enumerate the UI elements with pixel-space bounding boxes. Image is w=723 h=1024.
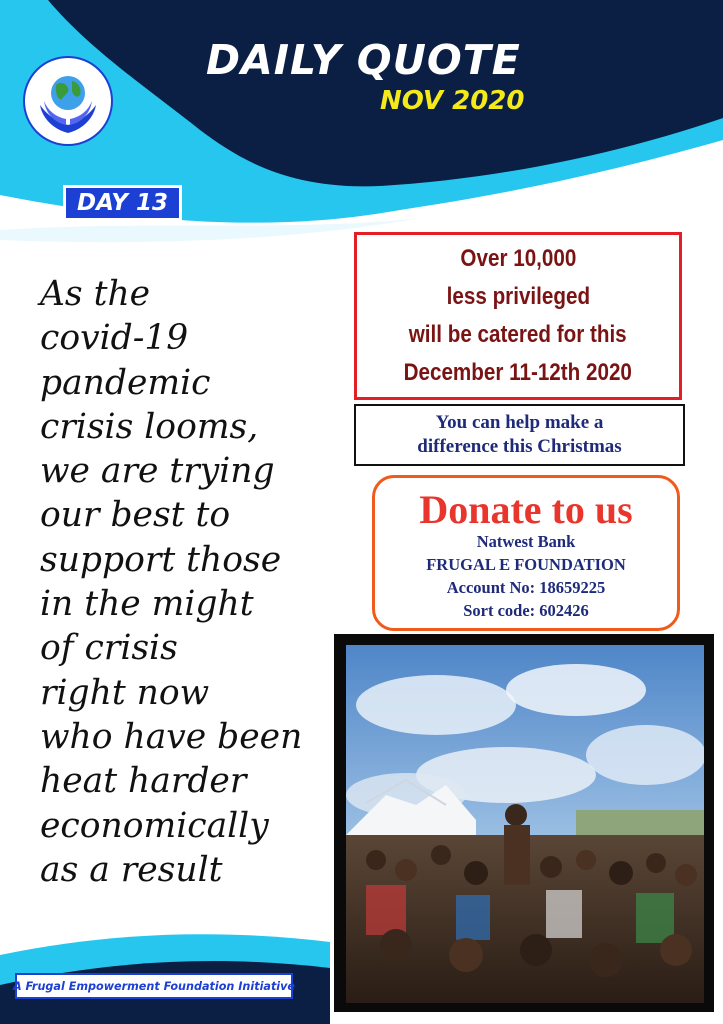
account-name: FRUGAL E FOUNDATION [426, 555, 626, 574]
donate-panel [372, 475, 680, 631]
quote-line: heat harder [40, 761, 247, 802]
callout-line: will be catered for this [409, 321, 627, 348]
crowd-photo [346, 645, 704, 1003]
quote-line: as a result [40, 849, 223, 890]
footer-badge: A Frugal Empowerment Foundation Initiative [15, 973, 293, 999]
quote-line: As the [40, 274, 151, 314]
donate-title: Donate to us [419, 487, 633, 532]
quote-line: pandemic [40, 362, 211, 403]
logo-emblem-icon [22, 55, 114, 147]
help-line: You can help make a [435, 412, 604, 433]
quote-line: covid-19 [40, 318, 189, 359]
callout-line: Over 10,000 [460, 245, 576, 272]
callout-line: less privileged [446, 283, 590, 310]
quote-line: our best to [40, 495, 231, 536]
quote-line: crisis looms, [40, 406, 259, 447]
account-number: Account No: 18659225 [446, 578, 606, 597]
bank-name: Natwest Bank [476, 532, 576, 551]
quote-line: right now [40, 672, 210, 713]
quote-line: of crisis [40, 628, 178, 669]
help-callout [354, 404, 685, 466]
page-title: DAILY QUOTE [206, 36, 521, 84]
crowd-photo-image [346, 645, 704, 1003]
page-subtitle: NOV 2020 [380, 86, 525, 116]
sort-code: Sort code: 602426 [463, 601, 589, 620]
day-badge: DAY 13 [63, 185, 182, 221]
callout-line: December 11-12th 2020 [403, 359, 633, 386]
foundation-logo [22, 55, 114, 147]
beneficiaries-callout [354, 232, 682, 400]
quote-text [40, 272, 340, 892]
quote-line: economically [40, 805, 269, 846]
help-line: difference this Christmas [417, 436, 622, 457]
quote-line: support those [40, 539, 282, 580]
quote-line: who have been [40, 716, 303, 757]
quote-line: in the might [40, 584, 254, 625]
quote-line: we are trying [40, 451, 275, 492]
